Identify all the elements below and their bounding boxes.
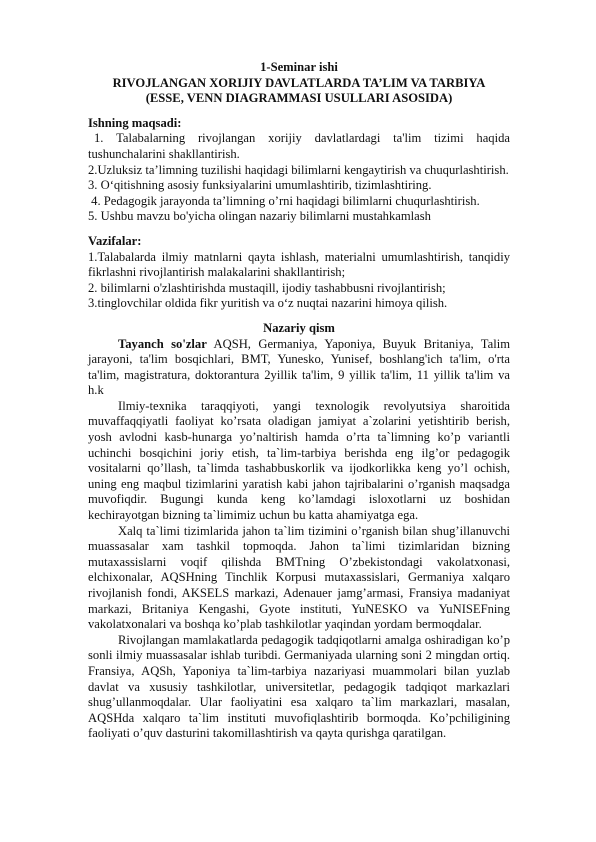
goal-item-1: 1. Talabalarning rivojlangan xorijiy davlatlardagi ta'lim tizimi haqida tushunchalarini shakllantirish. [88, 131, 510, 161]
document-title: RIVOJLANGAN XORIJIY DAVLATLARDA TA’LIM VA TARBIYA [112, 75, 486, 90]
goal-item-4: 4. Pedagogik jarayonda ta’limning o’rni haqidagi bilimlarni chuqurlashtirish. [88, 193, 480, 208]
document-subtitle: (ESSE, VENN DIAGRAMMASI USULLARI ASOSIDA) [145, 91, 453, 106]
goal-item-5: 5. Ushbu mavzu bo'yicha olingan nazariy bilimlarni mustahkamlash [88, 209, 431, 224]
goal-item-3: 3. O‘qitishning asosiy funksiyalarini umumlashtirib, tizimlashtiring. [88, 178, 432, 193]
task-item-1: 1.Talabalarda ilmiy matnlarni qayta ishlash, materialni umumlashtirish, tanqidiy fikrlashni rivojlantirish malakalarini shakllantirish; [88, 249, 510, 280]
theory-heading: Nazariy qism [263, 320, 335, 335]
theory-paragraph-3: Rivojlangan mamlakatlarda pedagogik tadqiqotlarni amalga oshiradigan ko’p sonli ilmiy muassasalar ishlab turibdi. Germaniyada ularning soni 2 mingdan ortiq. Fransiya, AQSh, Yaponiya ta`lim-tarbiya nazariyasi muammolari bilan yuzlab davlat va xususiy tashkilotlar, universitetlar, pedagogik tadqiqot markazlari shug’ullanmoqdalar. Ular faoliyatini esa xalqaro ta`lim markazlari, masalan, AQSHda xalqaro ta`lim instituti muvofiqlashtirib bormoqda. Ko’pchiligining faoliyati o’quv dasturini takomillashtirish va qayta qurishga qaratilgan. [88, 632, 510, 741]
keywords-label: Tayanch so'zlar [118, 336, 207, 351]
keywords-text: AQSH, Germaniya, Yaponiya, Buyuk Britaniya, Talim jarayoni, ta'lim bosqichlari, BMT, Yunesko, Yunisef, boshlang'ich ta'lim, o'rta ta'lim, magistratura, doktorantura 2yillik ta'lim, 9 yillik ta'lim, 11 yillik ta'lim va h.k [88, 336, 510, 398]
tasks-heading: Vazifalar: [88, 233, 142, 248]
goal-item-2: 2.Uzluksiz ta’limning tuzilishi haqidagi bilimlarni kengaytirish va chuqurlashtirish. [88, 162, 509, 177]
seminar-number: 1-Seminar ishi [260, 60, 338, 74]
keywords-paragraph [88, 337, 510, 399]
task-item-2: 2. bilimlarni o'zlashtirishda mustaqill, ijodiy tashabbusni rivojlantirish; [88, 280, 446, 295]
document-page [88, 60, 510, 742]
goal-heading: Ishning maqsadi: [88, 115, 182, 130]
task-item-3: 3.tinglovchilar oldida fikr yuritish va o‘z nuqtai nazarini himoya qilish. [88, 296, 448, 311]
theory-paragraph-2: Xalq ta`limi tizimlarida jahon ta`lim tizimini o’rganish bilan shug’illanuvchi muassasalar xam tashkil topmoqda. Jahon ta`limi tizimlaridan bizning mutaxassislarni voqif qilishda BMTning O’zbekistondagi vakolatxonasi, elchixonalar, AQSHning Tinchlik Korpusi mutaxassislari, Germaniya xalqaro rivojlanish fondi, AKSELS markazi, Adenauer jamg’armasi, Fransiya madaniyat markazi, Britaniya Kengashi, Gyote instituti, YuNESKO va YuNISEFning vakolatxonalari va boshqa ko’plab tashkilotlar yaqindan yordam bermoqdalar. [88, 523, 510, 632]
theory-paragraph-1: Ilmiy-texnika taraqqiyoti, yangi texnologik revolyutsiya sharoitida muvaffaqqiyatli faoliyat ko’rsata oladigan jamiyat a`zolarini yetishtirib berish, yosh avlodni kasb-hunarga yo’naltirish hamda o’rta ta`limning ko’p variantli uchinchi bosqichini joriy etish, ta`lim-tarbiya berishda eng ilg’or pedagogik vositalarni qo’llash, ta`limda tashabbuskorlik va ijodkorlikka keng yo’l ochish, uning eng maqbul tizimlarini yaratish kabi jahon tajribalarini o’rganish maqsadga muvofiqdir. Bugungi kunda keng ko’lamdagi isloxotlarni uz boshidan kechirayotgan bizning ta`limimiz uchun bu katta ahamiyatga ega. [88, 398, 510, 523]
